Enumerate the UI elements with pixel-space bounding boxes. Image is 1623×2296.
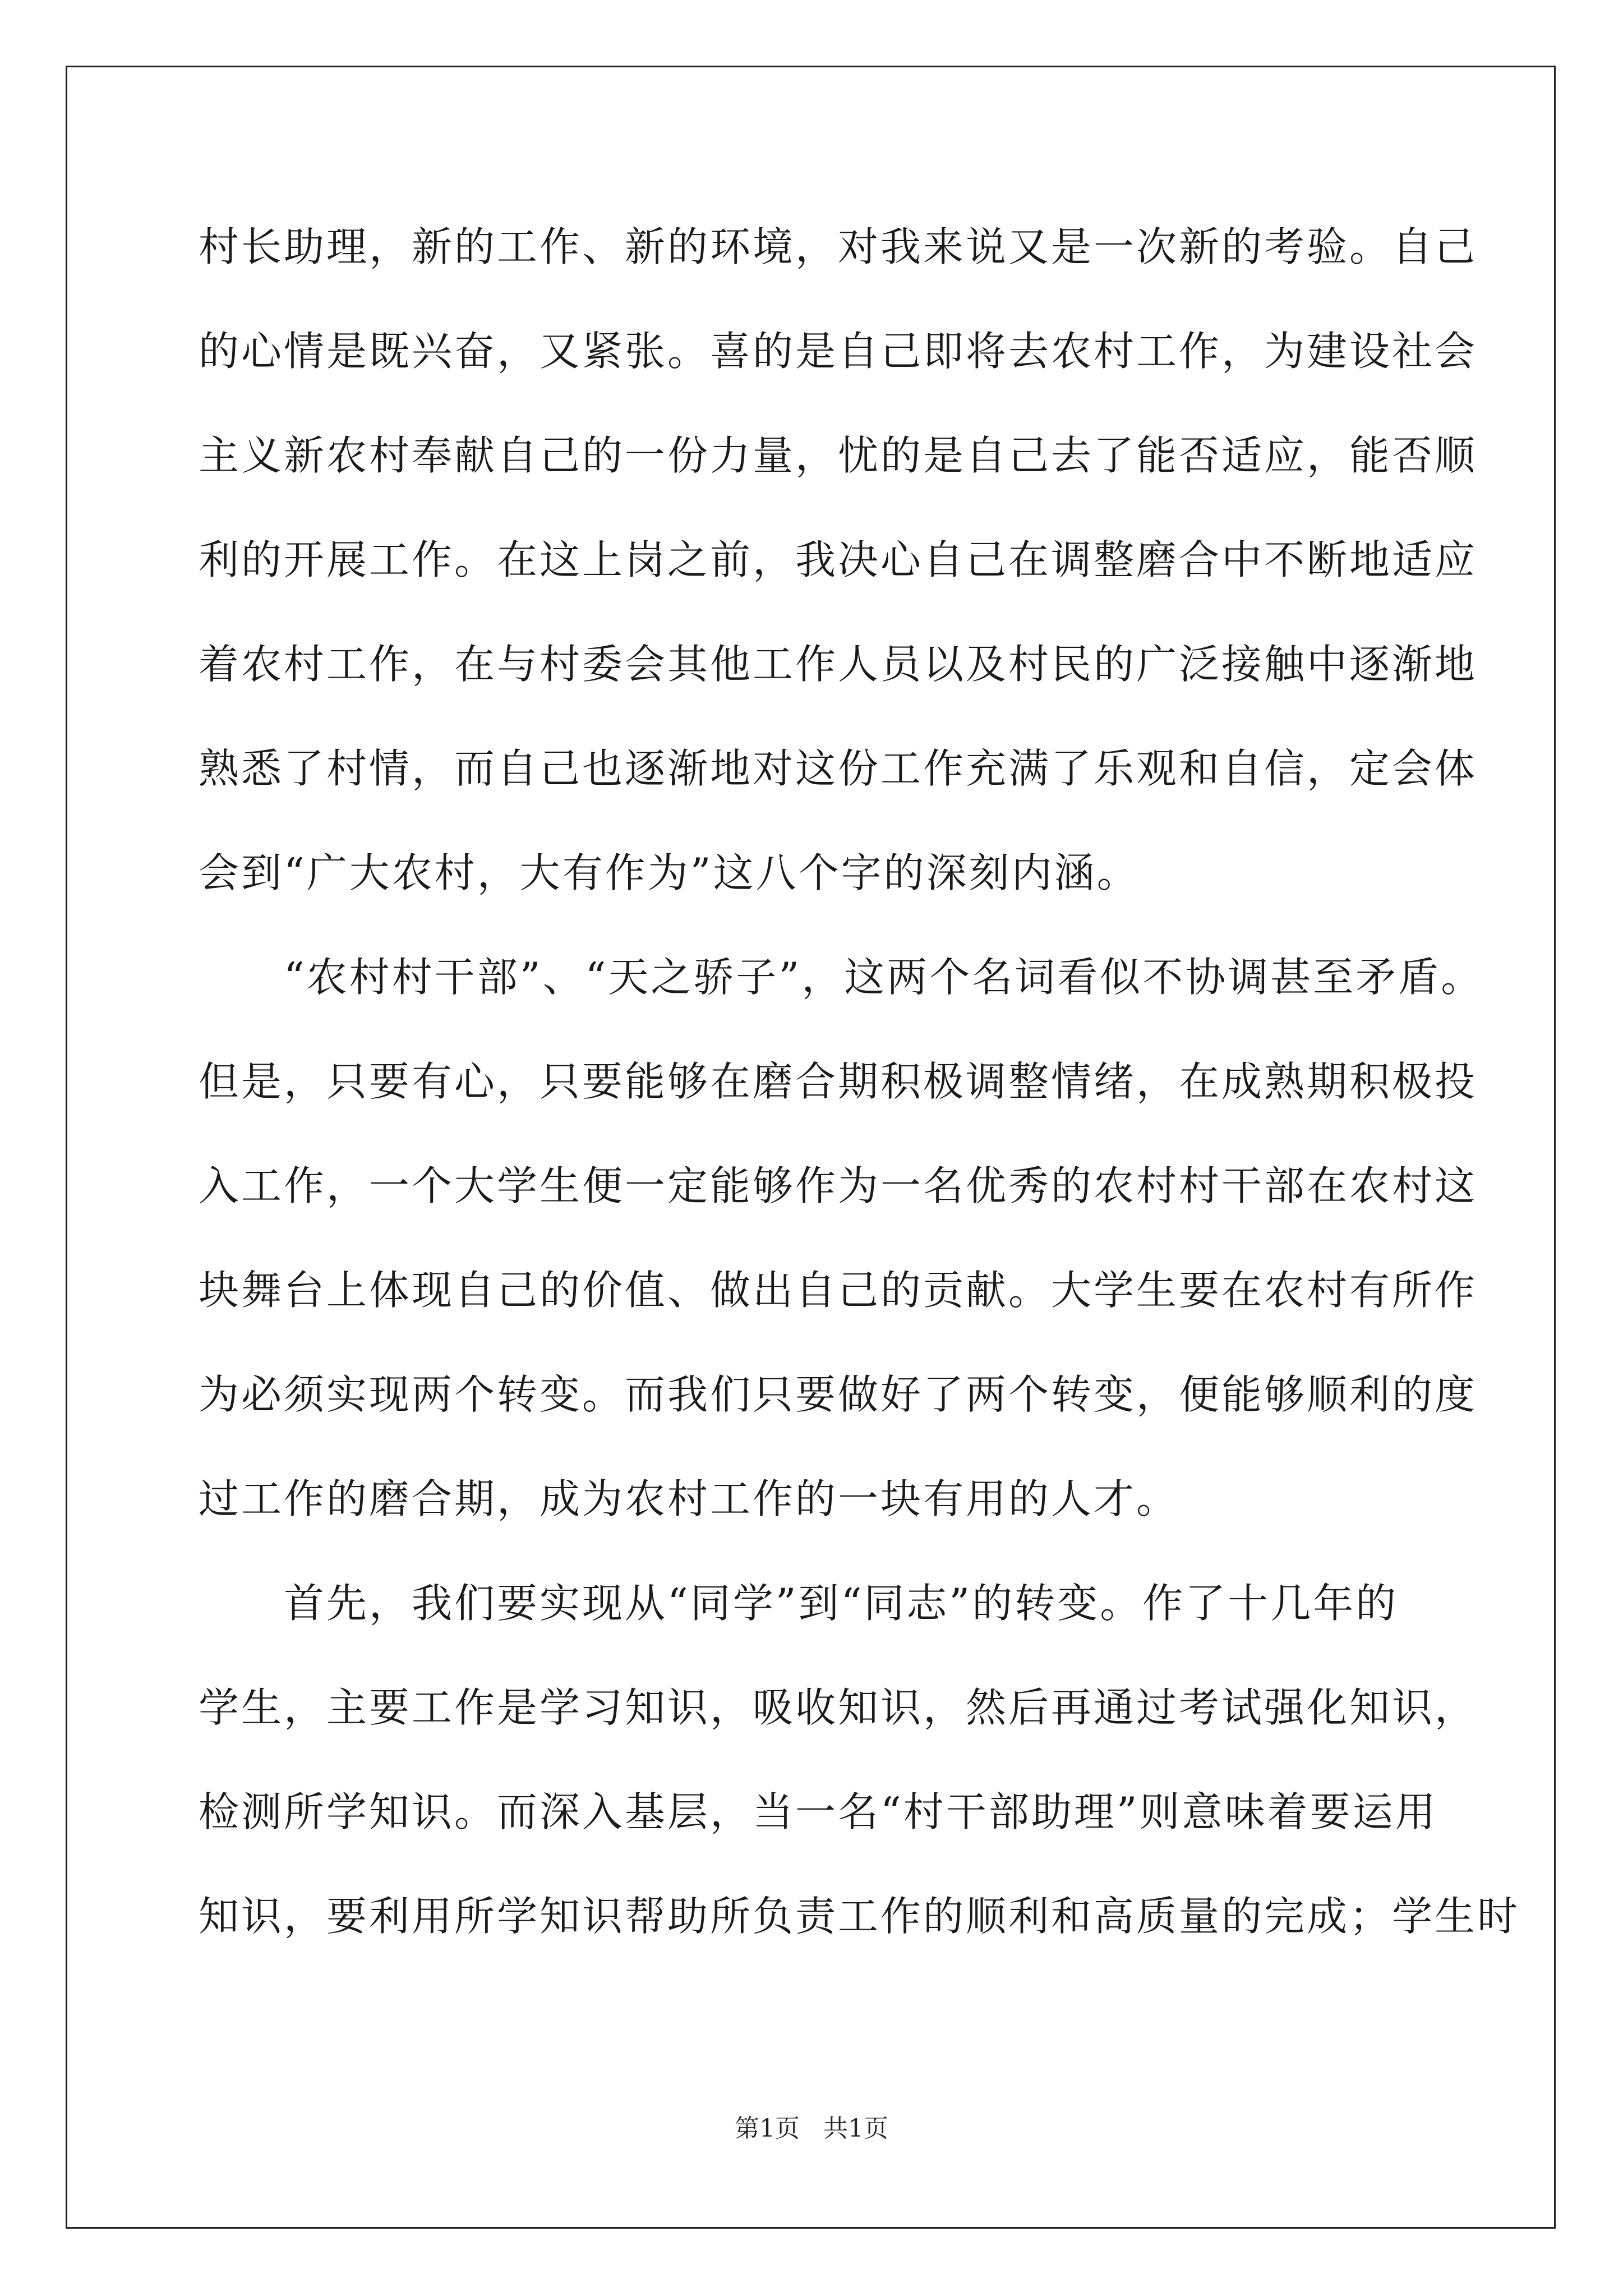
text-line: 熟悉了村情，而自己也逐渐地对这份工作充满了乐观和自信，定会体 bbox=[199, 745, 1478, 792]
text-line: 主义新农村奉献自己的一份力量，忧的是自己去了能否适应，能否顺 bbox=[199, 432, 1478, 479]
text-line: “农村村干部”、“天之骄子”，这两个名词看似不协调甚至矛盾。 bbox=[199, 954, 1484, 1001]
text-line: 入工作，一个大学生便一定能够作为一名优秀的农村村干部在农村这 bbox=[199, 1162, 1478, 1209]
text-line: 的心情是既兴奋，又紧张。喜的是自己即将去农村工作，为建设社会 bbox=[199, 328, 1478, 375]
text-line: 检测所学知识。而深入基层，当一名“村干部助理”则意味着要运用 bbox=[199, 1788, 1438, 1835]
text-line: 知识，要利用所学知识帮助所负责工作的顺利和高质量的完成；学生时 bbox=[199, 1893, 1520, 1940]
text-line: 首先，我们要实现从“同学”到“同志”的转变。作了十几年的 bbox=[199, 1580, 1399, 1627]
text-line: 为必须实现两个转变。而我们只要做好了两个转变，便能够顺利的度 bbox=[199, 1371, 1478, 1418]
text-line: 利的开展工作。在这上岗之前，我决心自己在调整磨合中不断地适应 bbox=[199, 536, 1478, 583]
page-total: 共1页 bbox=[823, 2114, 888, 2143]
text-line: 着农村工作，在与村委会其他工作人员以及村民的广泛接触中逐渐地 bbox=[199, 641, 1478, 688]
text-line: 村长助理，新的工作、新的环境，对我来说又是一次新的考验。自己 bbox=[199, 223, 1478, 270]
text-line: 学生，主要工作是学习知识，吸收知识，然后再通过考试强化知识， bbox=[199, 1684, 1478, 1731]
text-line: 会到“广大农村，大有作为”这八个字的深刻内涵。 bbox=[199, 849, 1140, 896]
text-line: 过工作的磨合期，成为农村工作的一块有用的人才。 bbox=[199, 1475, 1179, 1522]
page-number: 第1页 bbox=[735, 2114, 800, 2143]
text-line: 但是，只要有心，只要能够在磨合期积极调整情绪，在成熟期积极投 bbox=[199, 1058, 1478, 1105]
page-footer bbox=[0, 2112, 1623, 2146]
text-line: 块舞台上体现自己的价值、做出自己的贡献。大学生要在农村有所作 bbox=[199, 1267, 1478, 1314]
